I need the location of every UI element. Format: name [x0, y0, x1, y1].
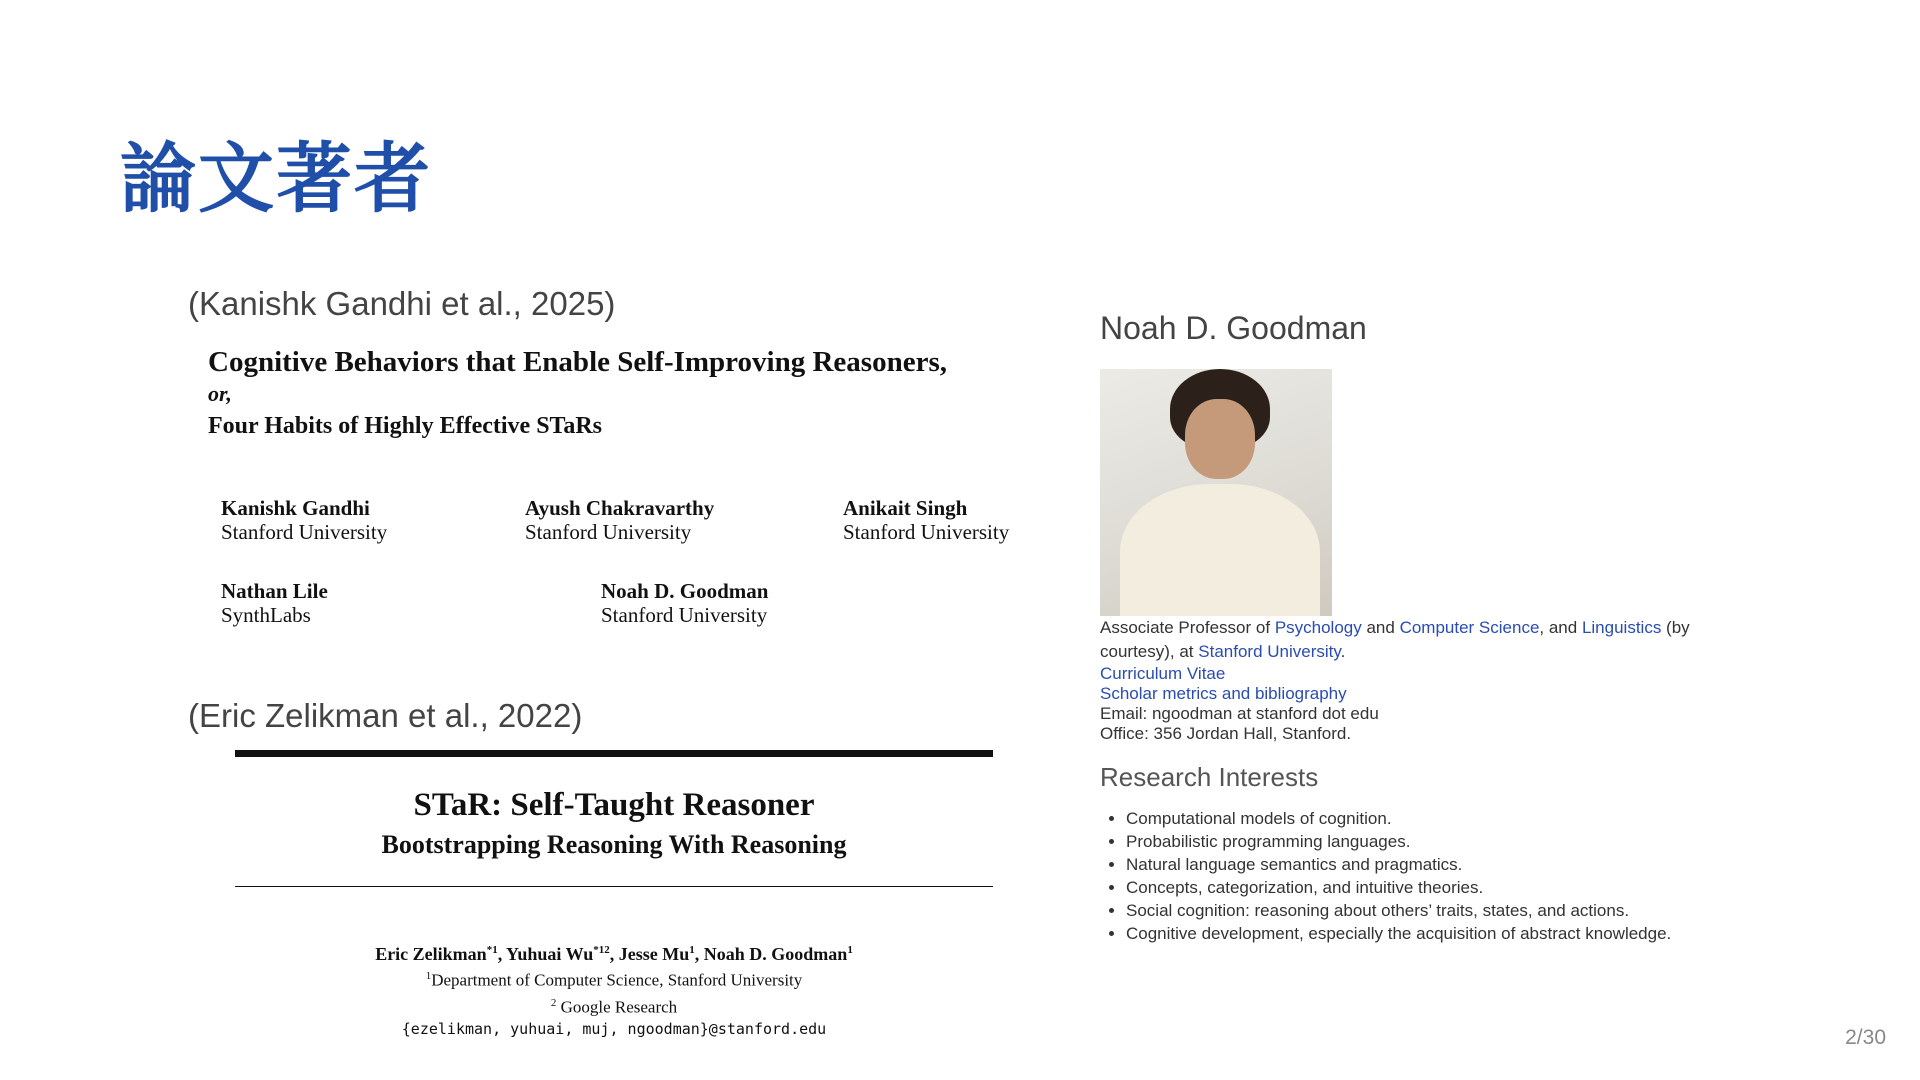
list-item: • Natural language semantics and pragmatics.: [1126, 853, 1740, 876]
position-text: Associate Professor of: [1100, 618, 1275, 637]
author-name: Noah D. Goodman: [703, 944, 848, 964]
page-number: 2/30: [1845, 1026, 1886, 1049]
paper1-title-line2: Four Habits of Highly Effective STaRs: [208, 413, 603, 439]
paper2-affil1: [235, 965, 993, 992]
research-interests-list: [1100, 807, 1740, 945]
author-name: Eric Zelikman: [375, 944, 487, 964]
profile-position: [1100, 616, 1740, 664]
profile-email: Email: ngoodman at stanford dot edu: [1100, 704, 1379, 723]
affil-text: Google Research: [560, 997, 678, 1017]
list-item: • Probabilistic programming languages.: [1126, 830, 1740, 853]
list-item: • Concepts, categorization, and intuitive theories.: [1126, 876, 1740, 899]
author-affiliation: Stanford University: [221, 520, 388, 544]
scholar-link[interactable]: Scholar metrics and bibliography: [1100, 684, 1347, 703]
paper2-header: [235, 750, 993, 1040]
slide-title: 論文著者: [120, 134, 432, 223]
cv-link[interactable]: Curriculum Vitae: [1100, 664, 1226, 683]
paper1-author: [221, 579, 328, 627]
author-affiliation: Stanford University: [525, 520, 692, 544]
author-name: Kanishk Gandhi: [221, 496, 370, 520]
position-text: , and: [1539, 618, 1582, 637]
profile-panel: [1100, 300, 1740, 945]
stanford-link[interactable]: Stanford University: [1198, 642, 1341, 661]
author-name: Noah D. Goodman: [601, 579, 769, 603]
paper1-author: [525, 496, 714, 544]
paper2-title: STaR: Self-Taught Reasoner: [413, 787, 815, 823]
paper2-subtitle: Bootstrapping Reasoning With Reasoning: [381, 830, 847, 859]
list-item: • Computational models of cognition.: [1126, 807, 1740, 830]
computer-science-link[interactable]: Computer Science: [1399, 618, 1540, 637]
profile-photo: [1100, 369, 1332, 616]
bottom-rule: [235, 886, 993, 887]
author-name: Jesse Mu: [618, 944, 690, 964]
author-affiliation: Stanford University: [843, 520, 1010, 544]
paper2-affil2: [235, 992, 993, 1019]
paper1-author: [221, 496, 387, 544]
author-affiliation: SynthLabs: [221, 603, 311, 627]
research-heading: Research Interests: [1100, 762, 1319, 792]
paper1-title-line1: Cognitive Behaviors that Enable Self-Improving Reasoners,: [208, 346, 947, 378]
psychology-link[interactable]: Psychology: [1274, 618, 1362, 637]
photo-face: [1185, 399, 1255, 479]
paper1-author: [601, 579, 768, 627]
position-text: and: [1361, 618, 1400, 637]
top-rule: [235, 750, 993, 757]
author-mark: 1: [689, 944, 695, 956]
paper2-citation: (Eric Zelikman et al., 2022): [188, 697, 583, 734]
paper2-email: {ezelikman, yuhuai, muj, ngoodman}@stanford.edu: [401, 1020, 827, 1039]
affil-text: Department of Computer Science, Stanford University: [431, 970, 803, 990]
author-name: Anikait Singh: [843, 496, 968, 520]
profile-office: Office: 356 Jordan Hall, Stanford.: [1100, 724, 1352, 743]
paper1-title-or: or,: [208, 381, 232, 406]
affil-mark: 2: [550, 996, 557, 1009]
paper2-authors: Eric Zelikman$^{*1}$, Yuhuai Wu$^{*12}$, Jesse Mu$^1$, Noah D. Goodman$^1$: [375, 944, 853, 964]
author-affiliation: Stanford University: [601, 603, 768, 627]
paper1-author: [843, 496, 1009, 544]
linguistics-link[interactable]: Linguistics: [1581, 618, 1662, 637]
paper1-citation: (Kanishk Gandhi et al., 2025): [188, 285, 616, 322]
author-mark: *12: [593, 944, 610, 956]
list-item: • Social cognition: reasoning about others’ traits, states, and actions.: [1126, 899, 1740, 922]
paper1-header: [208, 345, 1038, 443]
author-name: Ayush Chakravarthy: [525, 496, 715, 520]
position-text: (by courtesy), at: [1100, 618, 1690, 661]
author-mark: *1: [486, 944, 498, 956]
photo-body: [1120, 484, 1320, 616]
affil-mark: 1: [425, 970, 432, 982]
list-item: • Cognitive development, especially the acquisition of abstract knowledge.: [1126, 922, 1740, 945]
author-mark: 1: [847, 944, 853, 956]
profile-name: Noah D. Goodman: [1100, 310, 1367, 346]
author-name: Nathan Lile: [221, 579, 328, 603]
position-text: .: [1340, 642, 1346, 661]
author-name: Yuhuai Wu: [506, 944, 594, 964]
